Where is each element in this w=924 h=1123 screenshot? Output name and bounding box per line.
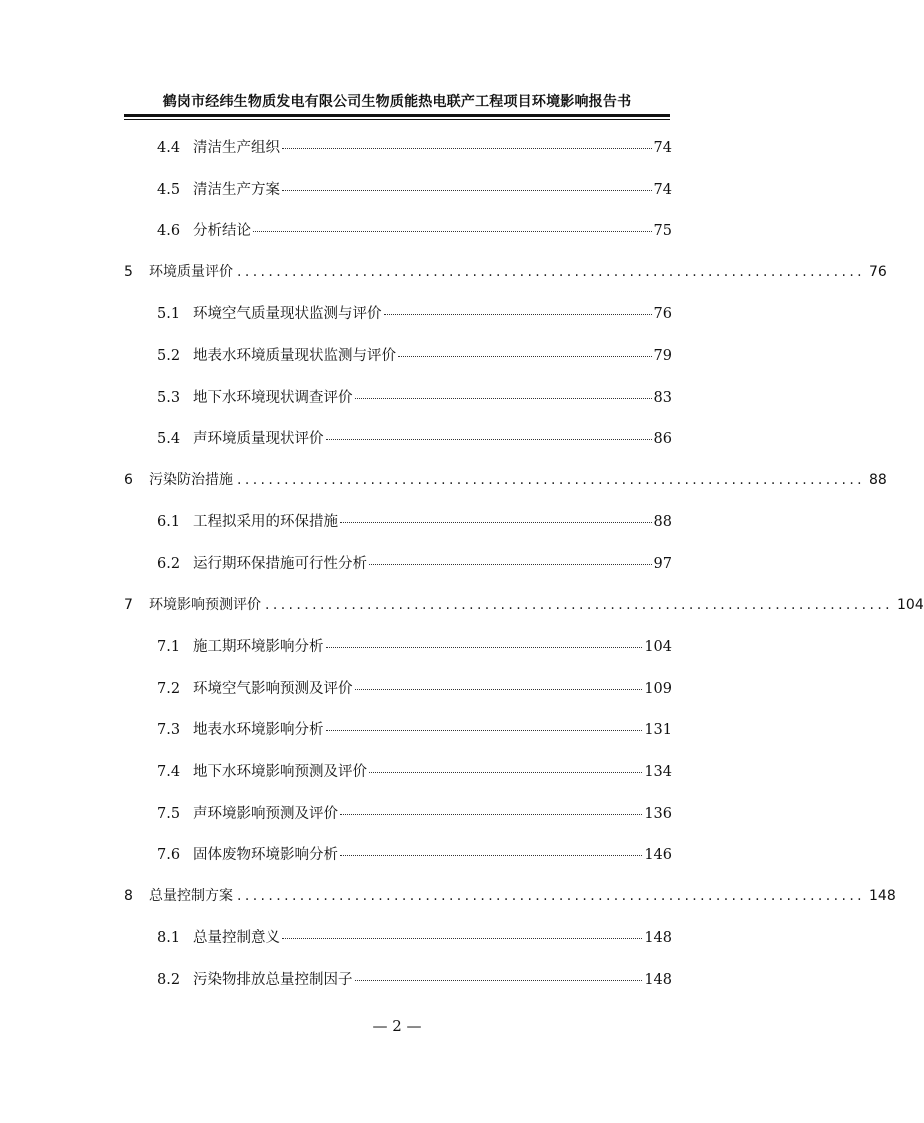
toc-entry-page-number: 104 [897,596,924,613]
toc-entry-title: 运行期环保措施可行性分析 [193,556,367,572]
toc-dot-leader: ................................................................................ [265,596,894,613]
toc-entry-page-number: 88 [869,471,887,488]
toc-dot-leader [384,313,652,315]
toc-entry-number: 8.2 [157,972,181,988]
toc-entry-number: 5.4 [157,431,181,448]
toc-section-entry[interactable] [157,386,672,410]
toc-chapter-entry[interactable] [124,885,896,909]
toc-dot-leader [253,230,652,232]
toc-section-entry[interactable] [157,344,672,368]
toc-entry-page-number: 146 [644,847,672,864]
toc-section-entry[interactable] [157,219,672,243]
toc-section-entry[interactable] [157,136,672,160]
toc-entry-title: 环境质量评价 [149,263,233,280]
toc-entry-number: 7.5 [157,805,181,822]
toc-dot-leader [355,397,652,399]
toc-section-entry[interactable] [157,843,672,867]
toc-section-entry[interactable] [157,926,672,950]
toc-entry-title: 声环境质量现状评价 [193,431,324,448]
toc-entry-page-number: 109 [644,680,672,697]
toc-entry-title: 地表水环境质量现状监测与评价 [193,348,396,364]
toc-entry-number: 8 [124,887,133,904]
toc-entry-title: 分析结论 [193,223,251,240]
toc-entry-number: 7.4 [157,764,181,780]
toc-entry-page-number: 88 [653,514,672,531]
toc-entry-title: 环境空气质量现状监测与评价 [193,306,382,323]
toc-entry-number: 4.5 [157,181,181,198]
toc-entry-title: 污染防治措施 [149,471,233,488]
toc-chapter-entry[interactable] [124,594,924,618]
toc-section-entry[interactable] [157,718,672,742]
toc-entry-page-number: 74 [653,181,672,198]
toc-entry-number: 7.3 [157,722,181,739]
toc-entry-title: 总量控制方案 [149,887,233,904]
toc-section-entry[interactable] [157,677,672,701]
toc-dot-leader [326,438,652,440]
toc-entry-title: 工程拟采用的环保措施 [193,514,338,531]
toc-dot-leader [369,771,642,773]
toc-dot-leader [282,937,642,939]
toc-entry-title: 地表水环境影响分析 [193,722,324,739]
toc-entry-title: 声环境影响预测及评价 [193,805,338,822]
toc-entry-number: 8.1 [157,930,181,947]
toc-dot-leader [282,189,652,191]
toc-entry-number: 5 [124,263,133,280]
toc-entry-number: 5.1 [157,306,181,323]
toc-entry-page-number: 83 [653,389,672,406]
toc-section-entry[interactable] [157,760,672,784]
toc-entry-title: 固体废物环境影响分析 [193,847,338,864]
toc-dot-leader [340,854,642,856]
toc-dot-leader: ................................................................................ [237,471,866,488]
toc-entry-page-number: 76 [869,263,887,280]
toc-section-entry[interactable] [157,302,672,326]
toc-section-entry[interactable] [157,510,672,534]
toc-entry-page-number: 104 [644,639,672,656]
toc-entry-page-number: 79 [653,348,672,364]
toc-entry-page-number: 131 [644,722,672,739]
toc-entry-number: 7.2 [157,680,181,697]
toc-entry-page-number: 75 [653,223,672,240]
toc-dot-leader [340,521,652,523]
toc-entry-number: 7 [124,596,133,613]
toc-entry-page-number: 134 [644,764,672,780]
toc-entry-page-number: 74 [653,140,672,156]
toc-dot-leader [282,147,652,149]
toc-dot-leader: ................................................................................ [237,263,866,280]
toc-entry-title: 清洁生产组织 [193,140,280,156]
toc-entry-title: 地下水环境现状调查评价 [193,389,353,406]
toc-section-entry[interactable] [157,178,672,202]
toc-dot-leader [326,646,643,648]
toc-entry-number: 7.1 [157,639,181,656]
toc-entry-number: 6 [124,471,133,488]
toc-section-entry[interactable] [157,635,672,659]
toc-dot-leader [355,688,643,690]
toc-entry-page-number: 76 [653,306,672,323]
toc-dot-leader: ................................................................................ [237,887,866,904]
toc-section-entry[interactable] [157,968,672,992]
document-header-title: 鹤岗市经纬生物质发电有限公司生物质能热电联产工程项目环境影响报告书 [162,94,632,110]
toc-entry-title: 施工期环境影响分析 [193,639,324,656]
toc-entry-number: 5.3 [157,389,181,406]
toc-entry-number: 6.2 [157,556,181,572]
toc-entry-page-number: 86 [653,431,672,448]
toc-entry-page-number: 148 [644,930,672,947]
toc-entry-page-number: 97 [653,556,672,572]
toc-dot-leader [355,979,643,981]
toc-chapter-entry[interactable] [124,261,887,285]
toc-section-entry[interactable] [157,802,672,826]
toc-entry-title: 清洁生产方案 [193,181,280,198]
toc-entry-title: 环境影响预测评价 [149,596,261,613]
toc-section-entry[interactable] [157,427,672,451]
toc-entry-page-number: 136 [644,805,672,822]
toc-dot-leader [326,729,643,731]
toc-entry-number: 6.1 [157,514,181,531]
toc-entry-page-number: 148 [644,972,672,988]
toc-section-entry[interactable] [157,552,672,576]
page-number-footer: — 2 — [372,1017,422,1035]
toc-entry-title: 污染物排放总量控制因子 [193,972,353,988]
toc-dot-leader [369,563,652,565]
toc-entry-number: 4.4 [157,140,181,156]
toc-entry-title: 地下水环境影响预测及评价 [193,764,367,780]
toc-entry-number: 7.6 [157,847,181,864]
toc-chapter-entry[interactable] [124,469,887,493]
toc-entry-title: 总量控制意义 [193,930,280,947]
toc-dot-leader [398,355,652,357]
toc-entry-number: 5.2 [157,348,181,364]
toc-entry-number: 4.6 [157,223,181,240]
toc-entry-title: 环境空气影响预测及评价 [193,680,353,697]
toc-dot-leader [340,813,642,815]
toc-entry-page-number: 148 [869,887,896,904]
